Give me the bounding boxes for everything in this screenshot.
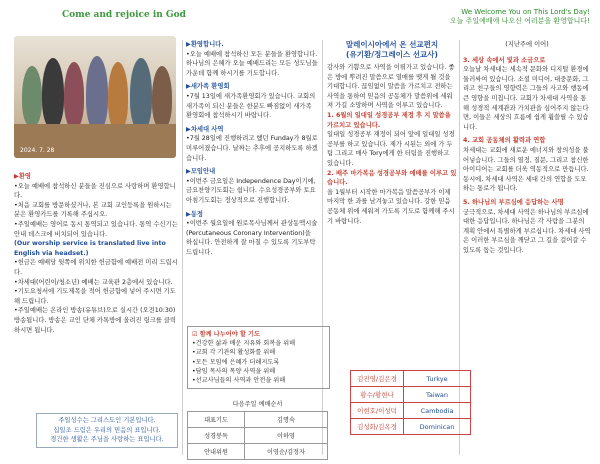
letter-paragraph: 일대일 성경공부 재정이 되어 앞에 일대일 성경 공부를 하고 있습니다. 제가 시된는 외에 가 두팀 그리고 매사 Tory에게 한 터팀을 진행하고 있습니다. xyxy=(327,131,455,167)
missionary-country: Taiwan xyxy=(404,387,471,403)
prayer-item: •모든 모임에 은혜가 더해지도록 xyxy=(192,358,280,366)
duty-title: 다음주일 예배순서 xyxy=(232,401,283,408)
mission-title xyxy=(327,40,457,60)
announcement-item: •주일예배는 영어로 동시 통역되고 있습니다. 통역 수신기는 안내 데스크에 비치되어 있습니다. xyxy=(14,220,178,238)
missionary-name: 김진영/김은경 xyxy=(351,371,404,387)
article-heading: 3. 세상 속에서 빛과 소금으로 xyxy=(463,56,546,64)
header-title: Come and rejoice in God xyxy=(62,10,186,20)
motto-box xyxy=(36,413,178,448)
prayer-item: •교회 각 기관의 활성화를 위해 xyxy=(192,349,276,357)
letter-heading: 2. 배주 마가복음 성경공부와 예배를 이루고 있습니다. xyxy=(327,169,457,187)
checkbox-icon: ☑ xyxy=(192,331,200,338)
section-title: ▶동정 xyxy=(186,210,204,218)
duty-table xyxy=(187,396,328,460)
announcement-item: •차세대(어린이/청소년) 예배는 교육관 2층에서 있습니다. xyxy=(14,278,173,286)
section-title: ▶새가족 환영회 xyxy=(186,83,230,91)
news-text: •이번주 금요일은 Independence Day이기에, 금요찬양기도회는 쉽니다. 수요성경공부와 토요아침기도회는 정상적으로 진행합니다. xyxy=(186,177,316,204)
prayer-box xyxy=(187,326,330,389)
section-title: ▶환영 xyxy=(14,173,32,180)
table-row xyxy=(351,419,471,435)
letter-heading: 1. 6월의 일대일 성경공부 제정 후 지 말씀을 가르치고 있습니다. xyxy=(327,111,451,129)
duty-role: 성경봉독 xyxy=(188,428,245,444)
missionary-name: 김성화/김옥경 xyxy=(351,419,404,435)
announcement-item: •처음 교회를 방문하셨거나, 본 교회 교인등록을 원하시는 분은 환영카드를 기록해 주십시오. xyxy=(14,201,172,219)
section-title: ▶모임안내 xyxy=(186,168,216,176)
table-row xyxy=(351,387,471,403)
article-paragraph: 궁극적으로, 차세대 사역은 하나님의 부르심에 대한 응답입니다. 하나님은 각 사람을 그분의 계획 안에서 특별하게 부르십니다. 차세대 사역은 이러한 부르심을 깨닫고 그 길을 걸어갈 수 있도록 돕는 것입니다. xyxy=(463,208,591,254)
news-text: •7월 13일에 새가족환영회가 있습니다. 교회의 새가족이 되신 분들은 한분도 빠짐없이 새가족 환영회에 참석하시기 바랍니다. xyxy=(186,92,316,120)
prayer-title xyxy=(192,330,325,339)
article-paragraph: 오늘날 차세대는 세속적 문화와 디지털 환경에 둘러싸여 있습니다. 소셜 미디어, 대중문화, 그리고 친구들의 영향력은 그들의 사고와 행동에 큰 영향을 미칩니다. 교회가 차세대 사역을 통해 성경적 세계관과 가치관을 심어주지 않는다면, 이들은 세상의 흐름에 쉽게 휩쓸릴 수 있습니다. xyxy=(463,66,589,131)
table-row xyxy=(351,403,471,419)
prayer-item: •담임 목사의 목양 사역을 위해 xyxy=(192,367,276,375)
missionary-name: 이현호/이성덕 xyxy=(351,403,404,419)
motto-line: 주일성수는 그리스도인 기본입니다. xyxy=(58,417,156,424)
article-heading: 4. 교회 공동체의 활력과 연합 xyxy=(463,137,546,145)
missionary-table xyxy=(350,370,471,435)
announcement-item: •기도요청서에 기도제목을 적어 헌금함에 넣어 주시면 기도해 드립니다. xyxy=(14,288,176,305)
news-column xyxy=(186,40,318,257)
duty-name: 이하영 xyxy=(245,428,328,444)
mission-letter-column xyxy=(327,40,457,226)
section-title: ▶차세대 사역 xyxy=(186,125,224,133)
welcome-english: We Welcome You on This Lord's Day! xyxy=(461,8,590,16)
continued-note: (지난주에 이어) xyxy=(505,41,549,48)
announcement-item: •오늘 예배에 참석하신 분들을 진심으로 사랑하며 환영합니다. xyxy=(14,182,176,200)
duty-role: 대표기도 xyxy=(188,412,245,428)
photo-caption: 2024. 7. 28 xyxy=(20,147,55,154)
missionary-country: Turkye xyxy=(404,371,471,387)
mission-title-line: (유기환/정그레이스 선교사) xyxy=(346,50,438,59)
header-welcome xyxy=(450,8,590,26)
missionary-name: 황수/황현나 xyxy=(351,387,404,403)
table-row xyxy=(188,428,328,444)
missionary-country: Cambodia xyxy=(404,403,471,419)
table-row xyxy=(188,444,328,460)
mission-title-line: 말레이시아에서 온 선교편지 xyxy=(345,40,439,49)
prayer-item: •선교사님들의 사역과 안전을 위해 xyxy=(192,377,286,385)
news-text: •이번주 월요일에 원로목사님께서 관상동맥시술(Percutaneous Coronary Intervention)을 하십니다. 안전하게 잘 마칠 수 있도록 기도부탁드립니다. xyxy=(186,220,318,256)
nextgen-column xyxy=(463,40,591,255)
article-paragraph: 차세대는 교회에 새로운 에너지와 창의성을 불어넣습니다. 그들의 열정, 질문, 그리고 참신한 아이디어는 교회를 더욱 역동적으로 만듭니다. 동시에, 차세대 사역은 세대 간의 연합을 도모하는 통로가 됩니다. xyxy=(463,146,589,193)
congregation-photo xyxy=(14,36,176,158)
section-title: ▶환영합니다. xyxy=(186,41,224,48)
table-row xyxy=(188,412,328,428)
news-text: •7월 28일에 진행하려고 했던 Funday가 8월로 미루어졌습니다. 날짜는 추후에 공지하도록 하겠습니다. xyxy=(186,135,318,162)
prayer-item: •건강한 삶과 배운 지유와 회복을 위해 xyxy=(192,340,296,348)
table-row xyxy=(351,371,471,387)
welcome-korean: 오늘 주일예배에 나오신 여러분을 환영합니다! xyxy=(449,17,590,25)
announcement-item: •주일예배는 온라인 방송(유튜브)으로 실시간 (오전10:30) 방송됩니다. 방송은 교인 단체 카톡방에 올려진 링크를 클릭하시면 됩니다. xyxy=(14,307,176,334)
letter-paragraph: 감사와 기쁨으로 사역을 이뤄가고 있습니다. 좋은 방에 뿌려진 말씀으로 열매를 맺게 될 것을 기대합니다. 끊임없이 말씀을 가르치고 전하는 사역을 통하여 믿음의 공동체가 말씀위에 세워져 가길 소망하며 사역을 이루고 있습니다. xyxy=(327,64,455,110)
announcement-item: •헌금은 예배당 뒷쪽에 위치한 헌금함에 예배전 미리 드립시다. xyxy=(14,259,178,276)
letter-paragraph: 올 1월부터 시작한 마가복음 말씀공부가 이제 마지막 한 과를 남겨놓고 있습니다. 강한 믿음 공동체 위에 세워져 가도록 기도로 함께해 주시기 바랍니다. xyxy=(327,188,455,225)
duty-role: 안내위원 xyxy=(188,444,245,460)
motto-line: 십일조 드림은 우리의 믿음의 표입니다. xyxy=(53,426,161,434)
motto-line: 경건한 생활은 주님을 사랑하는 표입니다. xyxy=(50,436,164,444)
duty-name: 이영순/김정자 xyxy=(245,444,328,460)
prayer-title-text: 함께 나누어야 할 기도 xyxy=(199,331,260,338)
english-notice: (Our worship service is translated live into English via headset.) xyxy=(14,240,166,257)
column-divider xyxy=(182,40,183,455)
announcements-column xyxy=(14,172,179,335)
missionary-country: Dominican xyxy=(404,419,471,435)
column-divider xyxy=(322,40,323,455)
duty-name: 김명숙 xyxy=(245,412,328,428)
news-text: •오늘 예배에 참석하신 모든 분들을 환영합니다. 하나님의 은혜가 오늘 예배드리는 모든 성도님들 가운데 함께 하시기를 기도합니다. xyxy=(186,50,318,77)
article-heading: 5. 하나님의 부르심에 응답하는 사명 xyxy=(463,198,564,206)
